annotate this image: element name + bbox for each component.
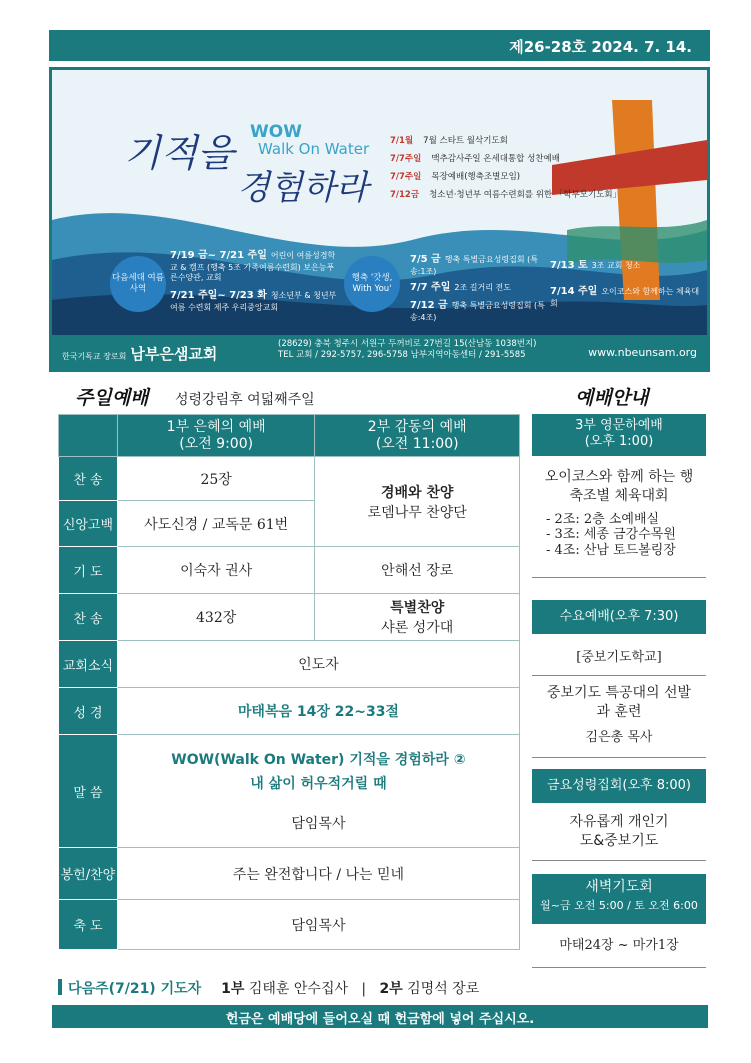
hymn-first: 25장 <box>117 457 315 501</box>
church-address: (28629) 충북 청주시 서원구 두꺼비로 27번길 15(산남동 1038번지) TEL 교회 / 292-5757, 296-5758 남부지역아동센터 / 291-5585 <box>278 339 537 361</box>
row-label: 축 도 <box>59 900 118 950</box>
accent-bar <box>58 979 62 995</box>
offering-cell: 주는 완전합니다 / 나는 믿네 <box>117 848 519 900</box>
friday-header: 금요성령집회(오후 8:00) <box>532 769 706 803</box>
guide-title: 예배안내 <box>575 387 649 409</box>
sermon-subtitle: 내 삶이 허우적거릴 때 <box>250 776 387 792</box>
preacher: 담임목사 <box>291 816 346 832</box>
banner-title-2: 경험하라 <box>237 168 369 208</box>
table-row <box>59 900 520 950</box>
friday-service <box>532 769 706 861</box>
schedule-item: 7/13 토 3조 교회 청소 <box>550 260 641 271</box>
sunday-subtitle: 성령강림후 여덟째주일 <box>175 392 315 408</box>
event-item: 7/7주일 맥추감사주일 온세대통합 성찬예배 <box>390 154 560 164</box>
event-item: 7/1월 7월 스타트 월삭기도회 <box>390 136 508 146</box>
next-week-prayers: 다음주(7/21) 기도자 1부 김태훈 안수집사 | 2부 김명석 장로 <box>58 978 479 998</box>
schedule-item: 7/19 금~ 7/21 주일 어린이 여름성경학교 & 캠프 (행축 5조 가족여름수련회) 보은능푸른수양관, 교회 <box>170 250 336 282</box>
circle-next-generation: 다음세대 여름사역 <box>110 256 166 312</box>
event-item: 7/12금 청소년·청년부 여름수련회를 위한 「학부모기도회」 <box>390 190 622 200</box>
corner-cell <box>59 415 118 457</box>
table-row <box>59 848 520 900</box>
blessing-cell: 담임목사 <box>117 900 519 950</box>
row-label: 성 경 <box>59 688 118 735</box>
sermon-cell <box>117 735 519 848</box>
table-row <box>59 457 520 501</box>
sunday-title: 주일예배 <box>75 387 149 409</box>
issue-bar <box>49 30 710 61</box>
banner-art <box>52 70 707 370</box>
special-song: 특별찬양 샤론 성가대 <box>315 594 520 641</box>
news-cell: 인도자 <box>117 641 519 688</box>
third-service-body: 오이코스와 함께 하는 행축조별 체육대회 - 2조: 2층 소예배실 - 3조: 세종 금강수목원 - 4조: 산남 토드볼링장 <box>532 456 706 578</box>
banner-walk-on-water: Walk On Water <box>258 140 370 158</box>
sunday-order-table <box>58 414 520 950</box>
list-item: - 2조: 2층 소예배실 <box>546 511 660 527</box>
offering-notice: 헌금은 예배당에 들어오실 때 헌금함에 넣어 주십시오. <box>52 1005 708 1028</box>
table-row <box>59 641 520 688</box>
event-item: 7/7주일 목장예배(행축조별모임) <box>390 172 521 182</box>
row-label: 교회소식 <box>59 641 118 688</box>
table-row <box>59 547 520 594</box>
third-service-header: 3부 영문하예배 (오후 1:00) <box>532 414 706 456</box>
table-row <box>59 688 520 735</box>
dawn-prayer <box>532 874 706 968</box>
row-label: 기 도 <box>59 547 118 594</box>
church-logo: 한국기독교 장로회 남부은샘교회 <box>62 345 218 363</box>
schedule-item: 7/5 금 행축 특별금요성령집회 (특송:1조) <box>410 254 538 276</box>
schedule-item: 7/14 주일 오이코스와 함께하는 체육대회 <box>550 286 700 308</box>
banner-title-1: 기적을 <box>124 131 235 175</box>
schedule-item: 7/21 주일~ 7/23 화 청소년부 & 청년부 여름 수련회 제주 우리중앙교회 <box>170 290 337 312</box>
banner <box>49 67 710 372</box>
wednesday-header: 수요예배(오후 7:30) <box>532 600 706 634</box>
scripture-cell: 마태복음 14장 22~33절 <box>117 688 519 735</box>
third-service <box>532 414 706 578</box>
table-row <box>59 594 520 641</box>
schedule-item: 7/12 금 행축 특별금요성령집회 (특송:4조) <box>410 300 545 322</box>
row-label: 말 씀 <box>59 735 118 848</box>
row-label: 봉헌/찬양 <box>59 848 118 900</box>
prayer-second: 안해선 장로 <box>315 547 520 594</box>
banner-footer <box>52 335 707 369</box>
church-url[interactable]: www.nbeunsam.org <box>588 346 697 359</box>
sermon-title: WOW(Walk On Water) 기적을 경험하라 ② <box>171 752 466 768</box>
praise-cell: 경배와 찬양 로뎀나무 찬양단 <box>315 457 520 547</box>
wednesday-service <box>532 600 706 758</box>
friday-body: 자유롭게 개인기도&중보기도 <box>532 803 706 861</box>
next-label: 다음주(7/21) 기도자 <box>68 981 202 997</box>
issue-text: 제26-28호 2024. 7. 14. <box>509 38 692 56</box>
circle-haengchuk: 행축 '갓생, With You' <box>344 256 400 312</box>
wednesday-tag: [중보기도학교] <box>532 634 706 676</box>
row-label: 찬 송 <box>59 594 118 641</box>
list-item: - 3조: 세종 금강수목원 <box>546 527 676 543</box>
hymn2-first: 432장 <box>117 594 315 641</box>
dawn-header: 새벽기도회 월~금 오전 5:00 / 토 오전 6:00 <box>532 874 706 924</box>
wednesday-body: 중보기도 특공대의 선발과 훈련 김은총 목사 <box>532 676 706 758</box>
table-row <box>59 735 520 848</box>
prayer-first: 이숙자 권사 <box>117 547 315 594</box>
creed-first: 사도신경 / 교독문 61번 <box>117 501 315 547</box>
row-label: 신앙고백 <box>59 501 118 547</box>
banner-wow: WOW <box>250 122 302 142</box>
list-item: - 4조: 산남 토드볼링장 <box>546 542 676 558</box>
schedule-item: 7/7 주일 2조 길거리 전도 <box>410 282 511 293</box>
col-second-service: 2부 감동의 예배 (오전 11:00) <box>315 415 520 457</box>
row-label: 찬 송 <box>59 457 118 501</box>
col-first-service: 1부 은혜의 예배 (오전 9:00) <box>117 415 315 457</box>
dawn-body: 마태24장 ~ 마가1장 <box>532 924 706 968</box>
